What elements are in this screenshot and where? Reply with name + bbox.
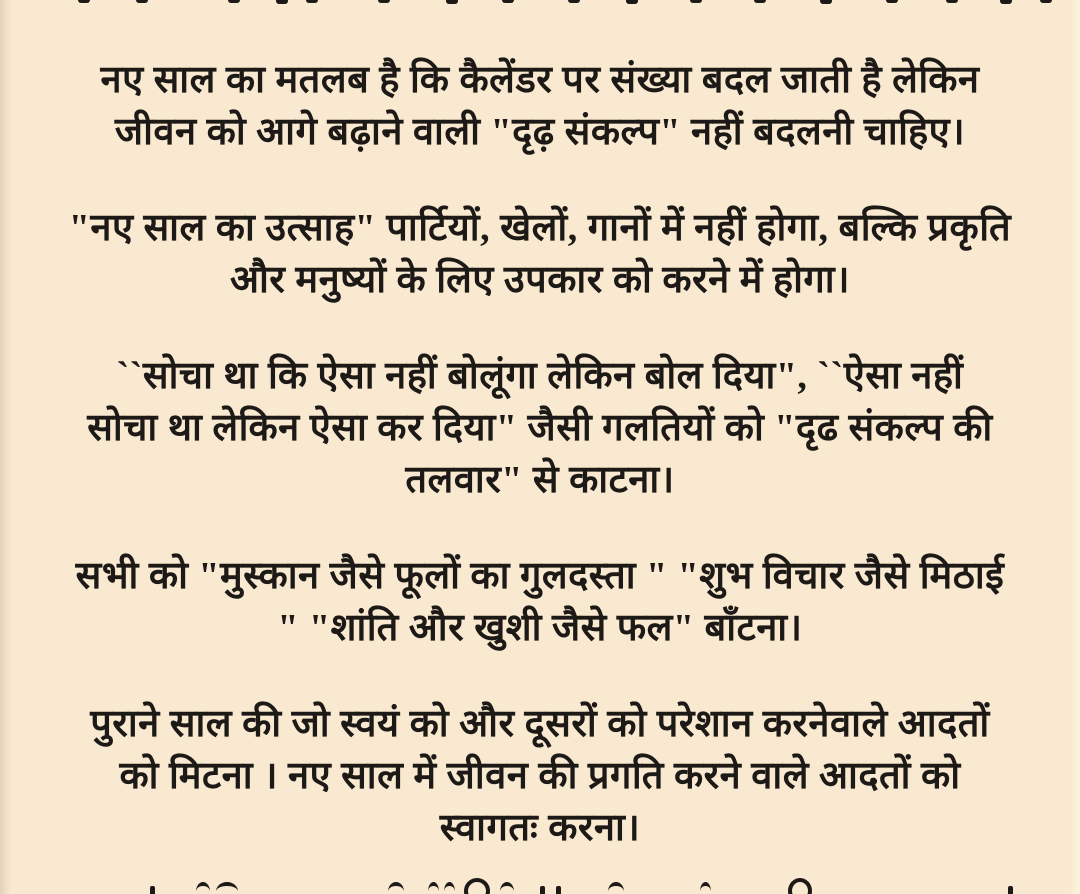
text-line: तलवार" से काटना। [405, 459, 675, 501]
text-line: सभी को "मुस्कान जैसे फूलों का गुलदस्ता " "शुभ विचार जैसे मिठाई [75, 555, 1005, 597]
paragraph-mistakes-sword [50, 350, 1030, 506]
letter-fragment [464, 878, 490, 894]
letter-fragment [216, 882, 238, 894]
letter-fragment [556, 886, 561, 894]
letter-fragment [428, 882, 439, 894]
text-line: जीवन को आगे बढ़ाने वाली "दृढ़ संकल्प" नहीं बदलनी चाहिए। [114, 111, 966, 153]
letter-fragment [196, 882, 210, 894]
letter-fragment [444, 882, 455, 894]
text-line: स्वागतः करना। [439, 807, 641, 849]
letter-fragment [540, 886, 545, 894]
text-line: को मिटना । नए साल में जीवन की प्रगति करने वाले आदतों को [119, 755, 961, 797]
letter-fragment [608, 882, 624, 894]
cropped-text-line-bottom [0, 878, 1080, 894]
text-line: पुराने साल की जो स्वयं को और दूसरों को परेशान करनेवाले आदतों [90, 703, 990, 745]
text-line: नए साल का मतलब है कि कैलेंडर पर संख्या बदल जाती है लेकिन [100, 59, 980, 101]
text-line: सोचा था लेकिन ऐसा कर दिया" जैसी गलतियों को "दृढ संकल्प की [87, 407, 993, 449]
letter-fragment [150, 886, 155, 894]
paragraph-old-habits [50, 698, 1030, 854]
paragraph-new-year-meaning [50, 54, 1030, 158]
letter-fragment [788, 878, 812, 894]
text-line: और मनुष्यों के लिए उपकार को करने में होगा। [229, 259, 851, 301]
letter-fragment [700, 882, 711, 894]
paragraph-distribute-gifts [50, 550, 1030, 654]
text-line: "नए साल का उत्साह" पार्टियों, खेलों, गानों में नहीं होगा, बल्कि प्रकृति [68, 207, 1012, 249]
paragraph-new-year-enthusiasm [50, 202, 1030, 306]
letter-fragment [500, 882, 514, 894]
letter-fragment [388, 882, 404, 894]
text-line: " "शांति और खुशी जैसे फल" बाँटना। [277, 607, 803, 649]
text-line: ``सोचा था कि ऐसा नहीं बोलूंगा लेकिन बोल दिया", ``ऐसा नहीं [116, 355, 964, 397]
letter-fragment [1008, 886, 1013, 894]
